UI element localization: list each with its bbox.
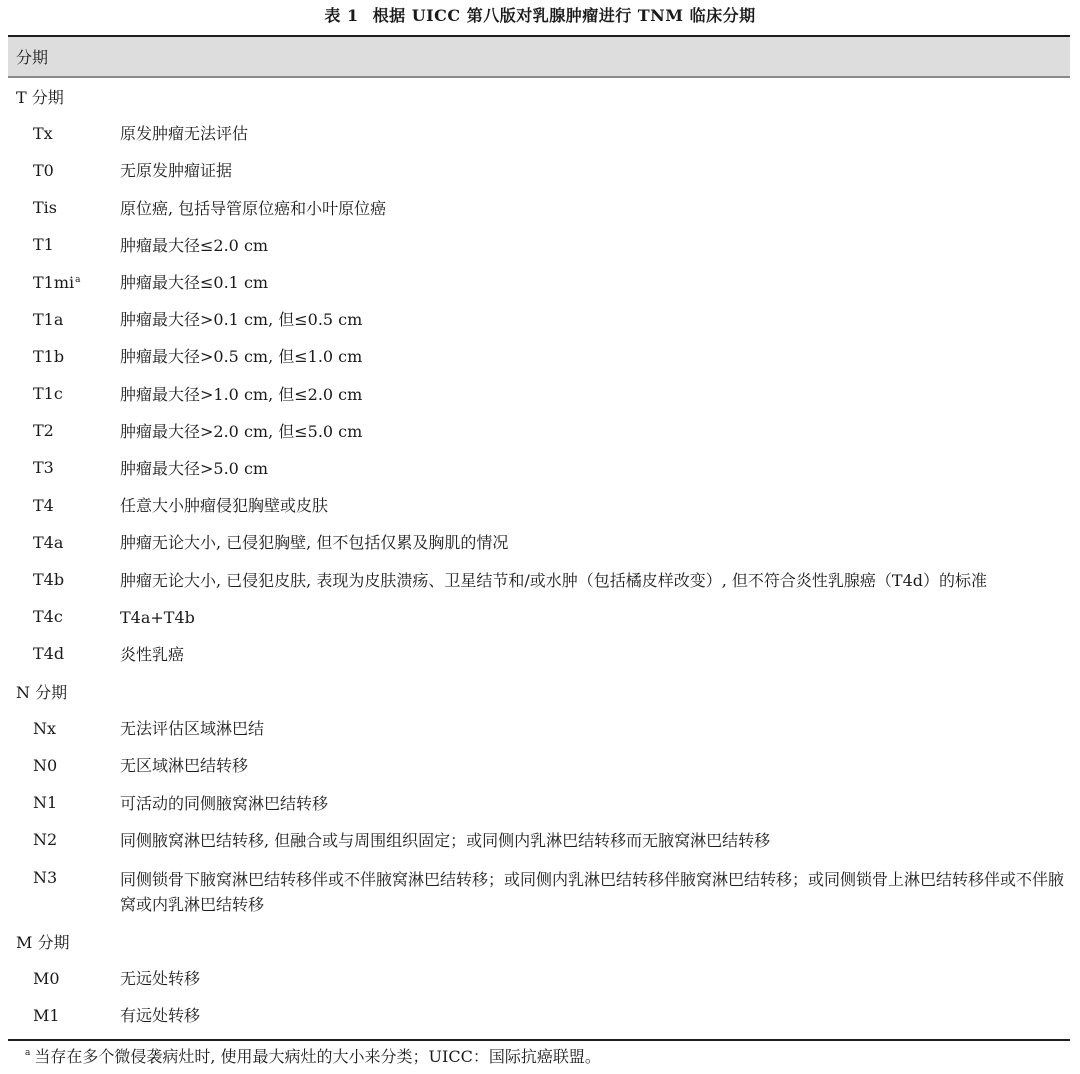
stage-code xyxy=(8,867,120,889)
table-number: 表 1 xyxy=(324,6,359,25)
table-row xyxy=(8,636,1070,673)
table-caption xyxy=(0,5,1080,27)
stage-code-text: T1 xyxy=(33,235,54,255)
stage-code-text: T0 xyxy=(33,160,54,180)
stage-code-text: N2 xyxy=(33,830,58,850)
table-row xyxy=(8,264,1070,301)
stage-code-text: Tx xyxy=(33,123,53,143)
table-row xyxy=(8,152,1070,189)
table-bottom-rule xyxy=(8,1039,1070,1041)
stage-code xyxy=(8,309,120,331)
stage-code-text: T1b xyxy=(33,346,65,366)
section-row-m-stage xyxy=(8,923,1070,960)
table-row xyxy=(8,997,1070,1034)
table-title: 根据 UICC 第八版对乳腺肿瘤进行 TNM 临床分期 xyxy=(372,6,756,25)
stage-description: 有远处转移 xyxy=(120,1006,201,1026)
stage-code-text: T2 xyxy=(33,421,54,441)
stage-code xyxy=(8,718,120,740)
table-row xyxy=(8,859,1070,923)
stage-code-text: T1a xyxy=(33,309,64,329)
table-row xyxy=(8,338,1070,375)
stage-code xyxy=(8,569,120,591)
stage-description: 任意大小肿瘤侵犯胸壁或皮肤 xyxy=(120,496,329,516)
header-stage-label: 分期 xyxy=(16,48,49,67)
footnote-text: 当存在多个微侵袭病灶时, 使用最大病灶的大小来分类；UICC：国际抗癌联盟。 xyxy=(34,1047,601,1066)
table-row xyxy=(8,487,1070,524)
stage-description: 无远处转移 xyxy=(120,969,201,989)
stage-code-text: T4c xyxy=(33,607,63,627)
stage-code xyxy=(8,532,120,554)
section-row-n-stage xyxy=(8,673,1070,710)
stage-code xyxy=(8,755,120,777)
stage-code xyxy=(8,968,120,990)
section-label: N 分期 xyxy=(16,683,68,703)
section-label: T 分期 xyxy=(16,88,64,108)
stage-description: 肿瘤最大径>5.0 cm xyxy=(120,458,269,478)
stage-description: 可活动的同侧腋窝淋巴结转移 xyxy=(120,793,329,813)
table-body xyxy=(8,78,1070,1035)
stage-description: 原发肿瘤无法评估 xyxy=(120,124,249,144)
stage-code-text: T4d xyxy=(33,644,65,664)
stage-code-text: N1 xyxy=(33,793,58,813)
stage-code xyxy=(8,643,120,665)
table-row xyxy=(8,413,1070,450)
stage-code xyxy=(8,234,120,256)
stage-description: 原位癌, 包括导管原位癌和小叶原位癌 xyxy=(120,198,387,218)
stage-description: 同侧腋窝淋巴结转移, 但融合或与周围组织固定；或同侧内乳淋巴结转移而无腋窝淋巴结转移 xyxy=(120,830,771,850)
footnote-reference: a xyxy=(75,274,81,285)
stage-code xyxy=(8,346,120,368)
table-row xyxy=(8,450,1070,487)
stage-code-text: N0 xyxy=(33,755,58,775)
stage-code xyxy=(8,383,120,405)
stage-code xyxy=(8,420,120,442)
stage-code xyxy=(8,197,120,219)
stage-code-text: T3 xyxy=(33,458,54,478)
stage-code-text: T4 xyxy=(33,495,54,515)
stage-description: 肿瘤最大径>2.0 cm, 但≤5.0 cm xyxy=(120,421,363,441)
footnote-marker: a xyxy=(25,1048,31,1058)
stage-code-text: M0 xyxy=(33,968,60,988)
stage-description: 肿瘤无论大小, 已侵犯皮肤, 表现为皮肤溃疡、卫星结节和/或水肿（包括橘皮样改变）, 但不符合炎性乳腺癌（T4d）的标准 xyxy=(120,570,988,590)
stage-code xyxy=(8,160,120,182)
stage-code-text: N3 xyxy=(33,867,58,887)
table-row xyxy=(8,190,1070,227)
stage-description: 肿瘤无论大小, 已侵犯胸壁, 但不包括仅累及胸肌的情况 xyxy=(120,533,509,553)
section-label: M 分期 xyxy=(16,933,70,953)
stage-code xyxy=(8,123,120,145)
stage-description: 无原发肿瘤证据 xyxy=(120,161,233,181)
stage-description: 肿瘤最大径>1.0 cm, 但≤2.0 cm xyxy=(120,384,363,404)
table-row xyxy=(8,115,1070,152)
stage-code xyxy=(8,457,120,479)
table-row xyxy=(8,822,1070,859)
stage-code-text: T1mi xyxy=(33,272,75,292)
stage-description: 炎性乳癌 xyxy=(120,644,185,664)
stage-description: 肿瘤最大径≤2.0 cm xyxy=(120,235,269,255)
table-header-row xyxy=(8,37,1070,78)
table-row xyxy=(8,599,1070,636)
table-row xyxy=(8,561,1070,598)
stage-description: T4a+T4b xyxy=(120,607,195,627)
stage-code xyxy=(8,606,120,628)
table-row xyxy=(8,376,1070,413)
stage-description: 肿瘤最大径≤0.1 cm xyxy=(120,273,269,293)
table-row xyxy=(8,710,1070,747)
stage-code xyxy=(8,792,120,814)
stage-code-text: T1c xyxy=(33,384,63,404)
stage-description: 肿瘤最大径>0.1 cm, 但≤0.5 cm xyxy=(120,310,363,330)
stage-code-text: M1 xyxy=(33,1005,60,1025)
stage-code-text: Nx xyxy=(33,718,57,738)
stage-code-text: Tis xyxy=(33,198,57,218)
stage-code xyxy=(8,1005,120,1027)
stage-description: 肿瘤最大径>0.5 cm, 但≤1.0 cm xyxy=(120,347,363,367)
stage-description: 无区域淋巴结转移 xyxy=(120,756,249,776)
stage-code xyxy=(8,272,120,294)
stage-code-text: T4a xyxy=(33,532,64,552)
table-footnote xyxy=(25,1046,601,1068)
tnm-staging-table xyxy=(8,35,1070,1041)
stage-description: 同侧锁骨下腋窝淋巴结转移伴或不伴腋窝淋巴结转移；或同侧内乳淋巴结转移伴腋窝淋巴结转移；或同侧锁骨上淋巴结转移伴或不伴腋窝或内乳淋巴结转移 xyxy=(120,869,1065,914)
table-row xyxy=(8,747,1070,784)
stage-code xyxy=(8,495,120,517)
stage-code xyxy=(8,829,120,851)
table-row xyxy=(8,301,1070,338)
table-row xyxy=(8,785,1070,822)
stage-description: 无法评估区域淋巴结 xyxy=(120,719,265,739)
table-row xyxy=(8,227,1070,264)
section-row-t-stage xyxy=(8,78,1070,115)
table-row xyxy=(8,524,1070,561)
table-row xyxy=(8,960,1070,997)
stage-code-text: T4b xyxy=(33,570,65,590)
